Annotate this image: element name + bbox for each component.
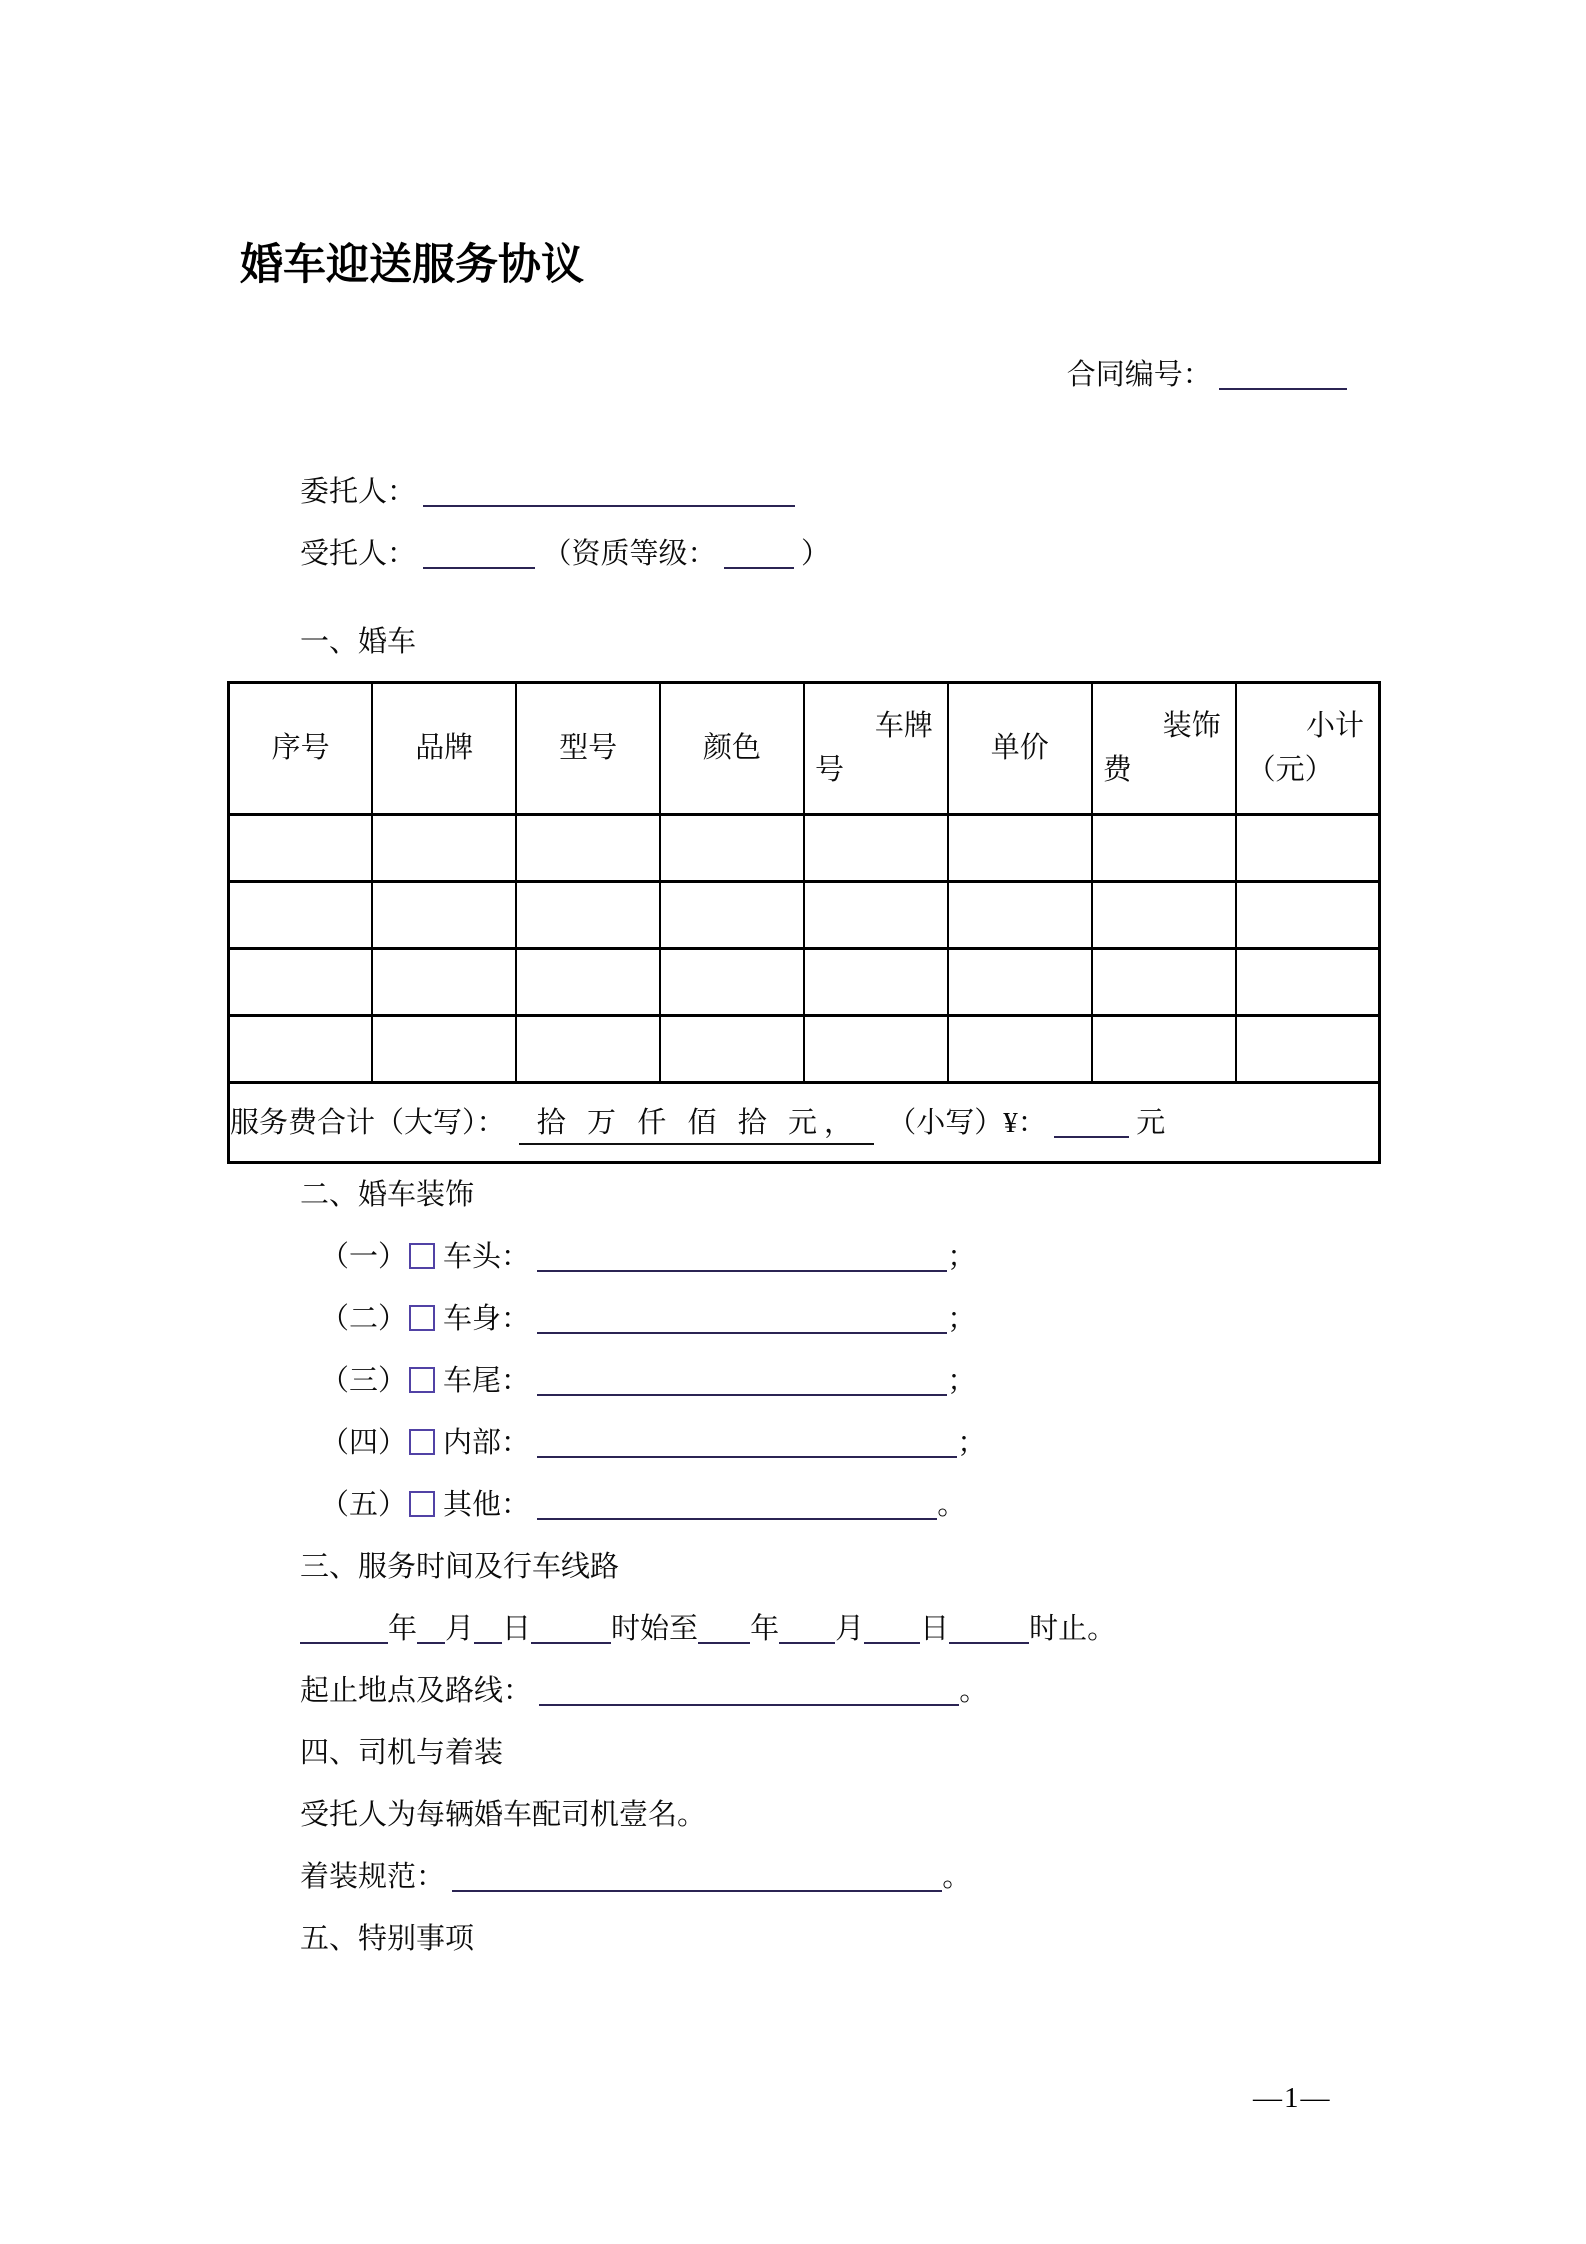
page-number: —1— xyxy=(1253,2082,1332,2114)
end-year-field[interactable] xyxy=(698,1615,750,1644)
dress-label: 着装规范： xyxy=(300,1861,446,1893)
driver-note: 受托人为每辆婚车配司机壹名。 xyxy=(300,1799,707,1831)
rear-decor-checkbox[interactable] xyxy=(409,1367,435,1393)
end-month-field[interactable] xyxy=(779,1615,835,1644)
car-row-cell[interactable] xyxy=(948,949,1092,1016)
car-row-cell[interactable] xyxy=(516,815,660,882)
item-prefix: （三） xyxy=(320,1365,408,1397)
contract-number-label: 合同编号： xyxy=(1066,359,1212,391)
client-name-field[interactable] xyxy=(423,478,795,507)
car-row-cell[interactable] xyxy=(229,882,373,949)
col-header-price: 单价 xyxy=(948,683,1092,815)
month-label: 月 xyxy=(835,1613,865,1645)
car-row-cell[interactable] xyxy=(516,1016,660,1083)
car-row-cell[interactable] xyxy=(804,1016,948,1083)
col-header-plate: 车牌 号 xyxy=(804,683,948,815)
start-month-field[interactable] xyxy=(417,1615,445,1644)
decor-item-interior xyxy=(320,1412,1586,1474)
col-header-subtotal: 小计 （元） xyxy=(1236,683,1380,815)
total-amount-digits-field[interactable] xyxy=(1054,1109,1129,1138)
day-label: 日 xyxy=(502,1613,532,1645)
car-row-cell[interactable] xyxy=(372,1016,516,1083)
col-header-serial: 序号 xyxy=(229,683,373,815)
car-row-cell[interactable] xyxy=(1236,1016,1380,1083)
car-row-cell[interactable] xyxy=(1092,815,1236,882)
dress-code-field[interactable] xyxy=(452,1863,942,1892)
route-line xyxy=(300,1660,1586,1722)
item-punct: ； xyxy=(947,1303,977,1335)
car-row-cell[interactable] xyxy=(372,882,516,949)
total-label: 服务费合计（大写）： xyxy=(230,1107,506,1139)
contract-number-line xyxy=(0,344,1586,406)
start-until-label: 时始至 xyxy=(611,1613,699,1645)
start-day-field[interactable] xyxy=(474,1615,502,1644)
item-label: 车尾： xyxy=(443,1365,531,1397)
item-label: 车身： xyxy=(443,1303,531,1335)
end-hour-field[interactable] xyxy=(949,1615,1029,1644)
client-label: 委托人： xyxy=(300,476,417,508)
section-time-heading: 三、服务时间及行车线路 xyxy=(300,1551,620,1583)
service-time-line xyxy=(300,1598,1586,1660)
car-row-cell[interactable] xyxy=(804,815,948,882)
car-row-cell[interactable] xyxy=(516,949,660,1016)
item-prefix: （五） xyxy=(320,1489,408,1521)
decor-item-front xyxy=(320,1226,1586,1288)
total-small-label: （小写）¥： xyxy=(887,1107,1047,1139)
car-row-cell[interactable] xyxy=(660,949,804,1016)
car-row-cell[interactable] xyxy=(1092,882,1236,949)
end-day-field[interactable] xyxy=(864,1615,920,1644)
trustee-label: 受托人： xyxy=(300,538,417,570)
interior-decor-checkbox[interactable] xyxy=(409,1429,435,1455)
section-special-heading: 五、特别事项 xyxy=(300,1923,475,1955)
decor-item-body xyxy=(320,1288,1586,1350)
contract-number-field[interactable] xyxy=(1219,361,1347,390)
rear-decor-field[interactable] xyxy=(537,1367,947,1396)
route-label: 起止地点及路线： xyxy=(300,1675,533,1707)
day-label: 日 xyxy=(920,1613,950,1645)
item-prefix: （二） xyxy=(320,1303,408,1335)
other-decor-field[interactable] xyxy=(537,1491,937,1520)
qualification-label-close: ） xyxy=(801,538,831,570)
body-decor-checkbox[interactable] xyxy=(409,1305,435,1331)
item-punct: ； xyxy=(947,1241,977,1273)
car-row-cell[interactable] xyxy=(1236,815,1380,882)
car-row-cell[interactable] xyxy=(1236,949,1380,1016)
end-label: 时止。 xyxy=(1029,1613,1117,1645)
decor-item-other xyxy=(320,1474,1586,1536)
total-row xyxy=(229,1083,1380,1163)
front-decor-field[interactable] xyxy=(537,1243,947,1272)
car-row xyxy=(229,882,1380,949)
car-row-cell[interactable] xyxy=(660,882,804,949)
wedding-car-table xyxy=(227,681,1381,1164)
car-row-cell[interactable] xyxy=(229,815,373,882)
qualification-level-field[interactable] xyxy=(724,540,794,569)
item-label: 车头： xyxy=(443,1241,531,1273)
total-unit-label: 元 xyxy=(1136,1107,1166,1139)
dress-punct: 。 xyxy=(942,1861,972,1893)
car-row-cell[interactable] xyxy=(1092,1016,1236,1083)
item-punct: ； xyxy=(947,1365,977,1397)
item-prefix: （一） xyxy=(320,1241,408,1273)
start-hour-field[interactable] xyxy=(531,1615,611,1644)
car-row-cell[interactable] xyxy=(660,1016,804,1083)
item-punct: 。 xyxy=(937,1489,967,1521)
section-cars-heading: 一、婚车 xyxy=(300,626,417,658)
table-header-row xyxy=(229,683,1380,815)
item-prefix: （四） xyxy=(320,1427,408,1459)
section-decor-heading: 二、婚车装饰 xyxy=(300,1179,475,1211)
car-row-cell[interactable] xyxy=(229,949,373,1016)
month-label: 月 xyxy=(445,1613,475,1645)
car-row-cell[interactable] xyxy=(516,882,660,949)
car-row-cell[interactable] xyxy=(372,949,516,1016)
car-row-cell[interactable] xyxy=(804,882,948,949)
col-header-brand: 品牌 xyxy=(372,683,516,815)
car-row-cell[interactable] xyxy=(660,815,804,882)
car-row-cell[interactable] xyxy=(804,949,948,1016)
col-header-model: 型号 xyxy=(516,683,660,815)
total-amount-caps-field[interactable]: 拾 万 仟 佰 拾 元， xyxy=(519,1100,874,1145)
decor-item-rear xyxy=(320,1350,1586,1412)
start-year-field[interactable] xyxy=(300,1615,388,1644)
car-row-cell[interactable] xyxy=(948,882,1092,949)
car-row-cell[interactable] xyxy=(372,815,516,882)
interior-decor-field[interactable] xyxy=(537,1429,957,1458)
item-label: 其他： xyxy=(443,1489,531,1521)
qualification-label-open: （资质等级： xyxy=(542,538,717,570)
route-field[interactable] xyxy=(539,1677,959,1706)
trustee-line xyxy=(300,523,1586,585)
item-punct: ； xyxy=(957,1427,987,1459)
car-row xyxy=(229,1016,1380,1083)
car-row xyxy=(229,815,1380,882)
page-title: 婚车迎送服务协议 xyxy=(240,241,584,289)
col-header-decor-fee: 装饰 费 xyxy=(1092,683,1236,815)
car-row-cell[interactable] xyxy=(229,1016,373,1083)
year-label: 年 xyxy=(388,1613,418,1645)
client-line xyxy=(300,461,1586,523)
car-row-cell[interactable] xyxy=(1092,949,1236,1016)
trustee-name-field[interactable] xyxy=(423,540,535,569)
dress-line xyxy=(300,1846,1586,1908)
car-row-cell[interactable] xyxy=(1236,882,1380,949)
car-row-cell[interactable] xyxy=(948,815,1092,882)
car-row-cell[interactable] xyxy=(948,1016,1092,1083)
route-punct: 。 xyxy=(959,1675,989,1707)
front-decor-checkbox[interactable] xyxy=(409,1243,435,1269)
section-driver-heading: 四、司机与着装 xyxy=(300,1737,504,1769)
body-decor-field[interactable] xyxy=(537,1305,947,1334)
item-label: 内部： xyxy=(443,1427,531,1459)
other-decor-checkbox[interactable] xyxy=(409,1491,435,1517)
car-row xyxy=(229,949,1380,1016)
year-label: 年 xyxy=(750,1613,780,1645)
col-header-color: 颜色 xyxy=(660,683,804,815)
